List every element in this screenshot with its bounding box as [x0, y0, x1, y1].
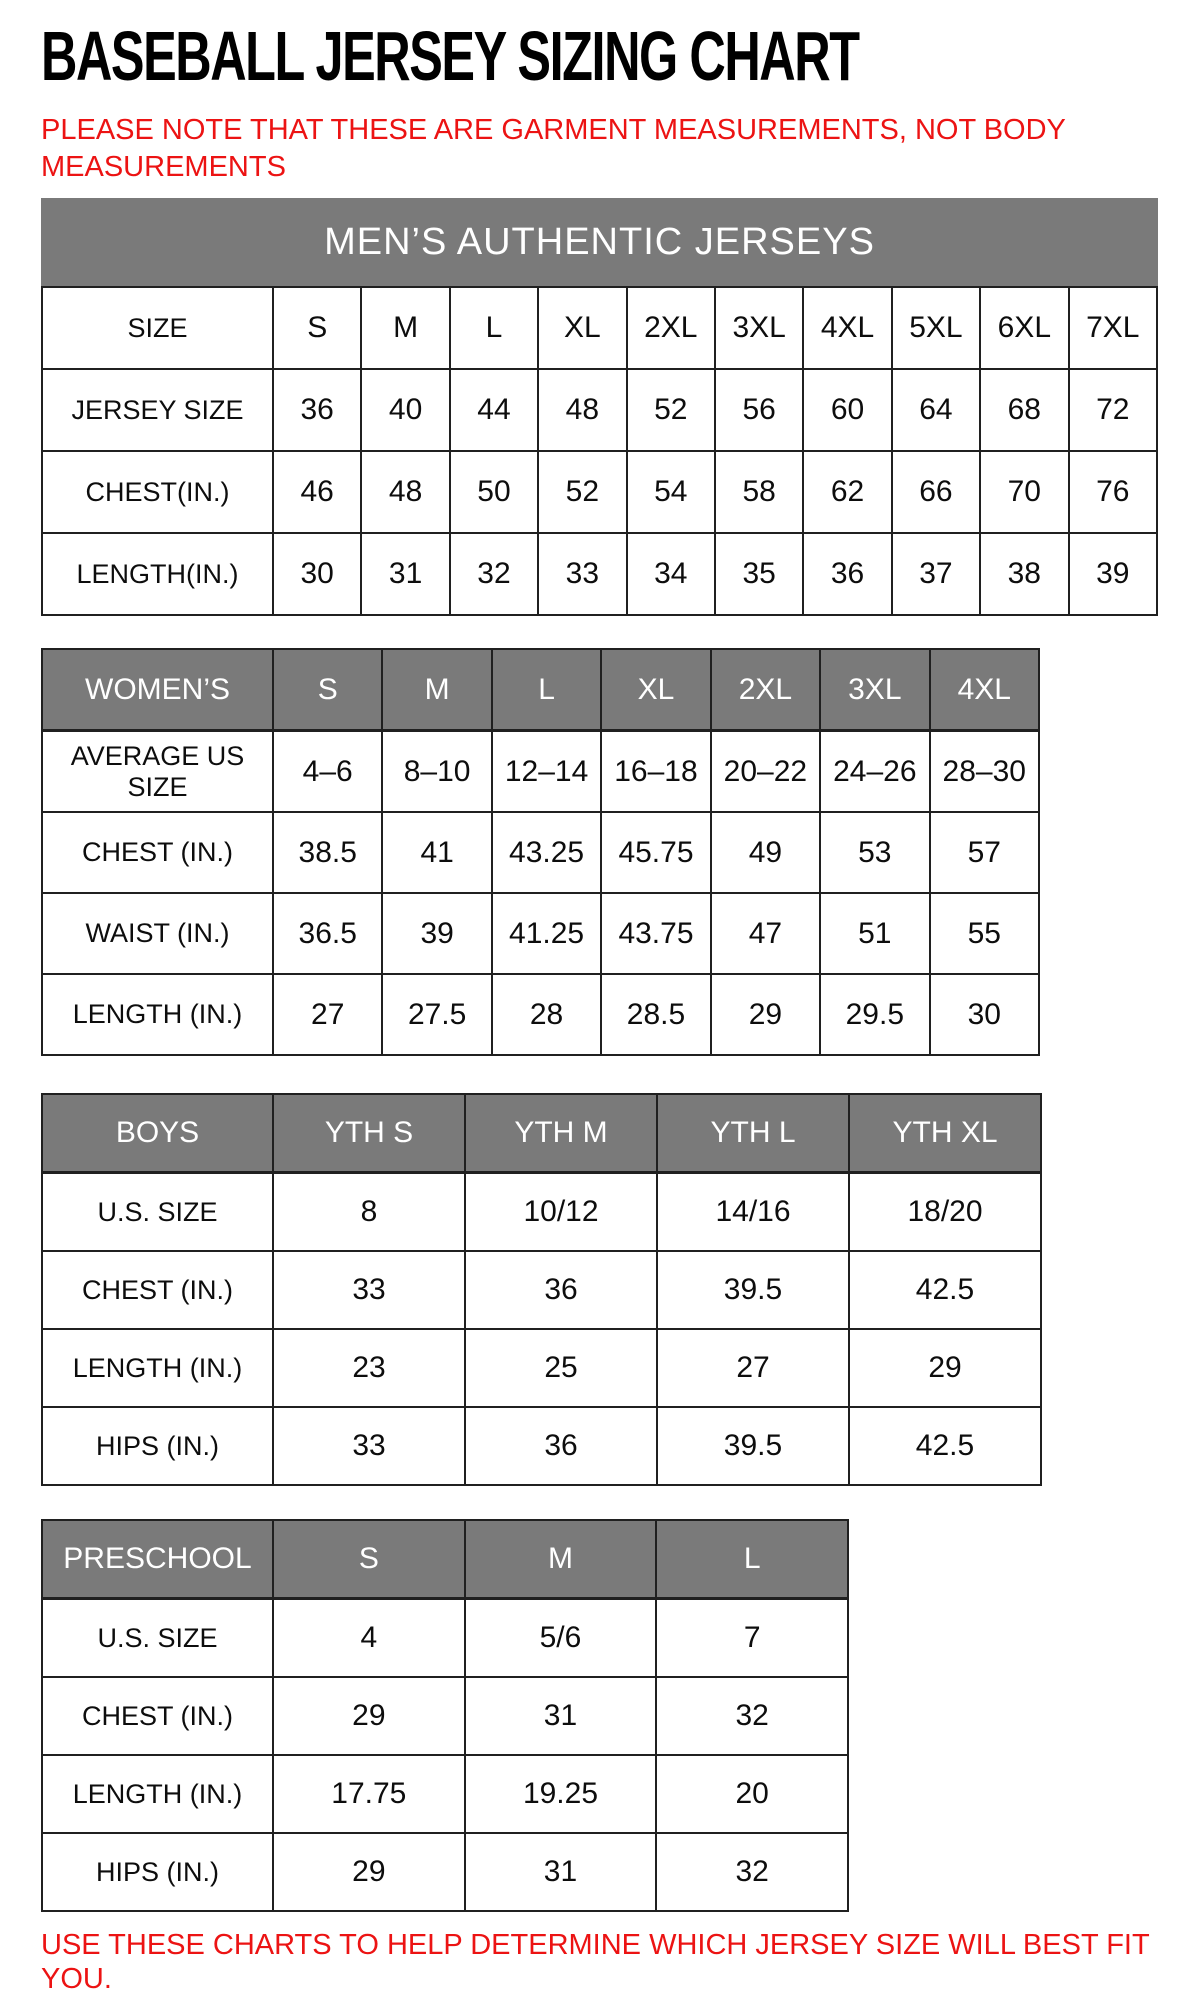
column-header: 4XL: [930, 649, 1039, 731]
column-header: S: [273, 649, 382, 731]
table-row: [42, 893, 1039, 974]
table-cell: 27: [273, 974, 382, 1055]
table-cell: 36: [273, 369, 361, 451]
column-header: YTH XL: [849, 1094, 1041, 1173]
table-cell: 36: [465, 1251, 657, 1329]
table-cell: 39: [1069, 533, 1157, 615]
table-cell: 12–14: [492, 731, 601, 813]
table-row: [42, 1251, 1041, 1329]
table-cell: 3XL: [715, 287, 803, 369]
table-cell: 60: [803, 369, 891, 451]
row-label: CHEST (IN.): [42, 1251, 273, 1329]
table-row: [42, 369, 1157, 451]
table-cell: 28.5: [601, 974, 710, 1055]
row-label: U.S. SIZE: [42, 1599, 273, 1678]
table-cell: 70: [980, 451, 1068, 533]
womens-sizing-table: [41, 648, 1040, 1056]
table-cell: 7: [656, 1599, 848, 1678]
table-cell: S: [273, 287, 361, 369]
table-cell: 43.25: [492, 812, 601, 893]
row-label: CHEST (IN.): [42, 812, 273, 893]
table-cell: M: [361, 287, 449, 369]
table-cell: 6XL: [980, 287, 1068, 369]
column-header: 2XL: [711, 649, 820, 731]
table-cell: 17.75: [273, 1755, 465, 1833]
table-cell: 55: [930, 893, 1039, 974]
row-label: AVERAGE US SIZE: [42, 731, 273, 813]
table-row: [42, 1833, 848, 1911]
table-cell: 41: [382, 812, 491, 893]
table-cell: 7XL: [1069, 287, 1157, 369]
table-cell: 29: [273, 1833, 465, 1911]
table-cell: 5/6: [465, 1599, 657, 1678]
table-cell: 36.5: [273, 893, 382, 974]
table-cell: 27.5: [382, 974, 491, 1055]
table-cell: 20: [656, 1755, 848, 1833]
table-cell: 66: [892, 451, 980, 533]
table-row: [42, 974, 1039, 1055]
table-cell: 33: [273, 1407, 465, 1485]
table-row: [42, 287, 1157, 369]
table-cell: 54: [627, 451, 715, 533]
table-row: [42, 731, 1039, 813]
table-cell: 36: [803, 533, 891, 615]
table-cell: 76: [1069, 451, 1157, 533]
table-cell: 32: [656, 1677, 848, 1755]
table-row: [42, 1407, 1041, 1485]
table-cell: 38.5: [273, 812, 382, 893]
table-cell: XL: [538, 287, 626, 369]
table-cell: 44: [450, 369, 538, 451]
table-cell: 46: [273, 451, 361, 533]
table-cell: 58: [715, 451, 803, 533]
table-cell: 50: [450, 451, 538, 533]
table-cell: 42.5: [849, 1407, 1041, 1485]
garment-measurements-note: [41, 112, 1200, 186]
table-cell: 4–6: [273, 731, 382, 813]
table-cell: 38: [980, 533, 1068, 615]
column-header: XL: [601, 649, 710, 731]
table-cell: 8: [273, 1173, 465, 1252]
table-cell: 2XL: [627, 287, 715, 369]
table-cell: 72: [1069, 369, 1157, 451]
table-row: [42, 812, 1039, 893]
table-cell: 37: [892, 533, 980, 615]
table-cell: 31: [465, 1677, 657, 1755]
table-cell: 30: [930, 974, 1039, 1055]
table-cell: 16–18: [601, 731, 710, 813]
table-cell: 30: [273, 533, 361, 615]
table-cell: 10/12: [465, 1173, 657, 1252]
row-label: JERSEY SIZE: [42, 369, 273, 451]
row-label: SIZE: [42, 287, 273, 369]
row-label: LENGTH (IN.): [42, 974, 273, 1055]
column-header: 3XL: [820, 649, 929, 731]
mens-section: [41, 198, 1200, 616]
header-row: [42, 1520, 848, 1599]
row-label: LENGTH (IN.): [42, 1755, 273, 1833]
row-label: LENGTH (IN.): [42, 1329, 273, 1407]
table-cell: 39.5: [657, 1251, 849, 1329]
table-cell: 52: [538, 451, 626, 533]
column-header: YTH S: [273, 1094, 465, 1173]
table-cell: 23: [273, 1329, 465, 1407]
table-cell: 33: [273, 1251, 465, 1329]
table-cell: 47: [711, 893, 820, 974]
table-cell: 4XL: [803, 287, 891, 369]
table-cell: 32: [450, 533, 538, 615]
mens-banner: MEN’S AUTHENTIC JERSEYS: [41, 198, 1158, 286]
table-cell: 34: [627, 533, 715, 615]
preschool-section: [41, 1519, 1200, 1912]
table-cell: 39: [382, 893, 491, 974]
table-cell: 57: [930, 812, 1039, 893]
row-label: CHEST(IN.): [42, 451, 273, 533]
column-header: M: [382, 649, 491, 731]
table-cell: 24–26: [820, 731, 929, 813]
column-header: S: [273, 1520, 465, 1599]
table-cell: 56: [715, 369, 803, 451]
footer-note: USE THESE CHARTS TO HELP DETERMINE WHICH JERSEY SIZE WILL BEST FIT YOU.: [41, 1929, 1150, 1995]
table-cell: 35: [715, 533, 803, 615]
table-cell: L: [450, 287, 538, 369]
table-cell: 64: [892, 369, 980, 451]
mens-sizing-table: [41, 286, 1158, 616]
column-header: YTH M: [465, 1094, 657, 1173]
table-row: [42, 1599, 848, 1678]
table-cell: 41.25: [492, 893, 601, 974]
table-cell: 68: [980, 369, 1068, 451]
womens-section: [41, 648, 1200, 1056]
table-cell: 39.5: [657, 1407, 849, 1485]
table-cell: 49: [711, 812, 820, 893]
table-cell: 42.5: [849, 1251, 1041, 1329]
table-cell: 27: [657, 1329, 849, 1407]
header-row: [42, 649, 1039, 731]
table-cell: 40: [361, 369, 449, 451]
table-cell: 29.5: [820, 974, 929, 1055]
table-cell: 45.75: [601, 812, 710, 893]
header-row-label: WOMEN’S: [42, 649, 273, 731]
sizing-chart-page: [0, 17, 1200, 1995]
table-cell: 28: [492, 974, 601, 1055]
table-cell: 25: [465, 1329, 657, 1407]
table-row: [42, 451, 1157, 533]
table-row: [42, 1173, 1041, 1252]
table-cell: 43.75: [601, 893, 710, 974]
row-label: HIPS (IN.): [42, 1407, 273, 1485]
table-cell: 29: [711, 974, 820, 1055]
table-cell: 33: [538, 533, 626, 615]
table-row: [42, 1329, 1041, 1407]
boys-sizing-table: [41, 1093, 1042, 1486]
table-cell: 32: [656, 1833, 848, 1911]
note-line-2: MEASUREMENTS: [41, 151, 286, 183]
table-cell: 53: [820, 812, 929, 893]
table-cell: 51: [820, 893, 929, 974]
column-header: M: [465, 1520, 657, 1599]
note-line-1: PLEASE NOTE THAT THESE ARE GARMENT MEASUREMENTS, NOT BODY: [41, 114, 1066, 146]
page-title: BASEBALL JERSEY SIZING CHART: [41, 17, 859, 95]
table-cell: 20–22: [711, 731, 820, 813]
table-cell: 31: [465, 1833, 657, 1911]
column-header: L: [492, 649, 601, 731]
table-cell: 52: [627, 369, 715, 451]
table-cell: 5XL: [892, 287, 980, 369]
table-cell: 8–10: [382, 731, 491, 813]
table-cell: 31: [361, 533, 449, 615]
table-cell: 48: [361, 451, 449, 533]
row-label: LENGTH(IN.): [42, 533, 273, 615]
column-header: YTH L: [657, 1094, 849, 1173]
table-cell: 62: [803, 451, 891, 533]
table-cell: 14/16: [657, 1173, 849, 1252]
row-label: CHEST (IN.): [42, 1677, 273, 1755]
table-cell: 48: [538, 369, 626, 451]
table-cell: 28–30: [930, 731, 1039, 813]
table-cell: 29: [849, 1329, 1041, 1407]
header-row: [42, 1094, 1041, 1173]
table-cell: 4: [273, 1599, 465, 1678]
column-header: L: [656, 1520, 848, 1599]
header-row-label: BOYS: [42, 1094, 273, 1173]
boys-section: [41, 1093, 1200, 1486]
row-label: WAIST (IN.): [42, 893, 273, 974]
table-cell: 29: [273, 1677, 465, 1755]
table-cell: 19.25: [465, 1755, 657, 1833]
table-cell: 18/20: [849, 1173, 1041, 1252]
table-row: [42, 533, 1157, 615]
preschool-sizing-table: [41, 1519, 849, 1912]
row-label: HIPS (IN.): [42, 1833, 273, 1911]
table-row: [42, 1677, 848, 1755]
header-row-label: PRESCHOOL: [42, 1520, 273, 1599]
table-cell: 36: [465, 1407, 657, 1485]
row-label: U.S. SIZE: [42, 1173, 273, 1252]
table-row: [42, 1755, 848, 1833]
